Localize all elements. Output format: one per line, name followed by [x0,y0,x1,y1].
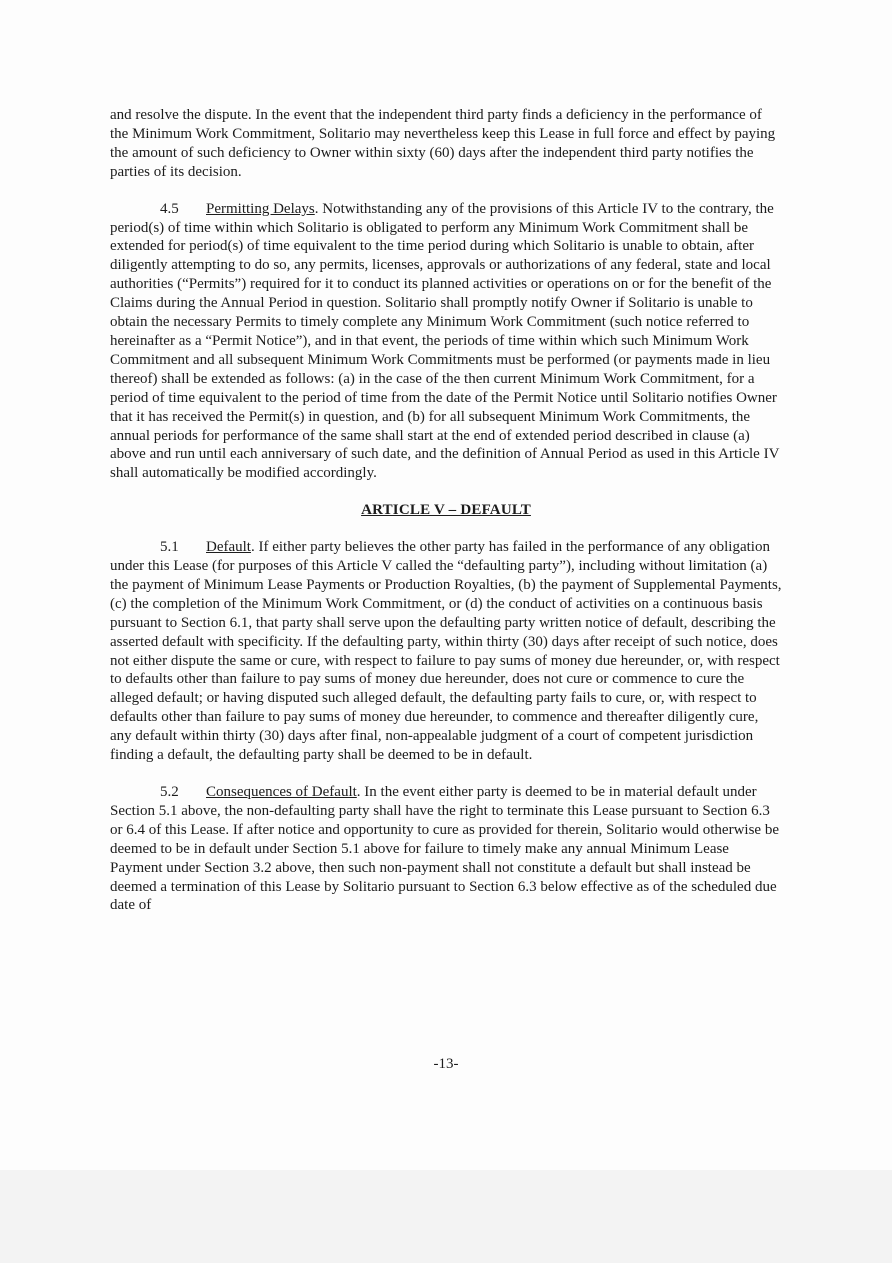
section-5-2 [110,783,782,915]
section-text: . Notwithstanding any of the provisions of this Article IV to the contrary, the period(s) of time within which Solitario is obligated to perform any Minimum Work Commitment shall be extended for period(s) of time equivalent to the time period during which Solitario is unable to obtain, after diligently attempting to do so, any permits, licenses, approvals or authorizations of any federal, state and local authorities (“Permits”) required for it to conduct its planned activities or operations on or for the benefit of the Claims during the Annual Period in question. Solitario shall promptly notify Owner if Solitario is unable to obtain the necessary Permits to timely complete any Minimum Work Commitment (such notice referred to hereinafter as a “Permit Notice”), and in that event, the periods of time within which such Minimum Work Commitment and all subsequent Minimum Work Commitments must be performed (or payments made in lieu thereof) shall be extended as follows: (a) in the case of the then current Minimum Work Commitment, for a period of time equivalent to the period of time from the date of the Permit Notice until Solitario notifies Owner that it has received the Permit(s) in question, and (b) for all subsequent Minimum Work Commitments, the annual periods for performance of the same shall start at the end of extended period described in clause (a) above and run until each anniversary of such date, and the definition of Annual Period as used in this Article IV shall automatically be modified accordingly. [110,200,780,482]
section-text: . In the event either party is deemed to be in material default under Section 5.1 above, the non-defaulting party shall have the right to terminate this Lease pursuant to Section 6.3 or 6.4 of this Lease. If after notice and opportunity to cure as provided for therein, Solitario would otherwise be deemed to be in default under Section 5.1 above for failure to timely make any annual Minimum Lease Payment under Section 3.2 above, then such non-payment shall not constitute a default but shall instead be deemed a termination of this Lease by Solitario pursuant to Section 6.3 below effective as of the scheduled due date of [110,784,779,914]
section-number: 5.1 [160,539,179,556]
document-body [110,106,782,915]
section-caption: Permitting Delays [206,200,315,217]
page-number: -13- [433,1056,459,1072]
scan-margin-shading [0,1170,892,1263]
section-5-1 [110,538,782,765]
opening-paragraph: and resolve the dispute. In the event that the independent third party finds a deficiency in the performance of the Minimum Work Commitment, Solitario may nevertheless keep this Lease in full force and effect by paying the amount of such deficiency to Owner within sixty (60) days after the independent third party notifies the parties of its decision. [110,107,776,180]
section-text: . If either party believes the other party has failed in the performance of any obligation under this Lease (for purposes of this Article V called the “defaulting party”), including without limitation (a) the payment of Minimum Lease Payments or Production Royalties, (b) the payment of Supplemental Payments, (c) the completion of the Minimum Work Commitment, or (d) the conduct of activities on a continuous basis pursuant to Section 6.1, that party shall serve upon the defaulting party written notice of default, describing the asserted default with specificity. If the defaulting party, within thirty (30) days after receipt of such notice, does not either dispute the same or cure, with respect to failure to pay sums of money due hereunder, or, with respect to defaults other than failure to pay sums of money due hereunder, does not cure or commence to cure the alleged default; or having disputed such alleged default, the defaulting party fails to cure, or, with respect to defaults other than failure to pay sums of money due hereunder, to commence and thereafter diligently cure, any default within thirty (30) days after final, non-appealable judgment of a court of competent jurisdiction finding a default, the defaulting party shall be deemed to be in default. [110,539,782,764]
section-caption: Consequences of Default [206,784,357,800]
section-caption: Default [206,539,251,556]
section-4-5 [110,200,782,484]
section-number: 4.5 [160,200,179,217]
section-number: 5.2 [160,784,179,800]
article-heading: ARTICLE V – DEFAULT [361,502,531,519]
